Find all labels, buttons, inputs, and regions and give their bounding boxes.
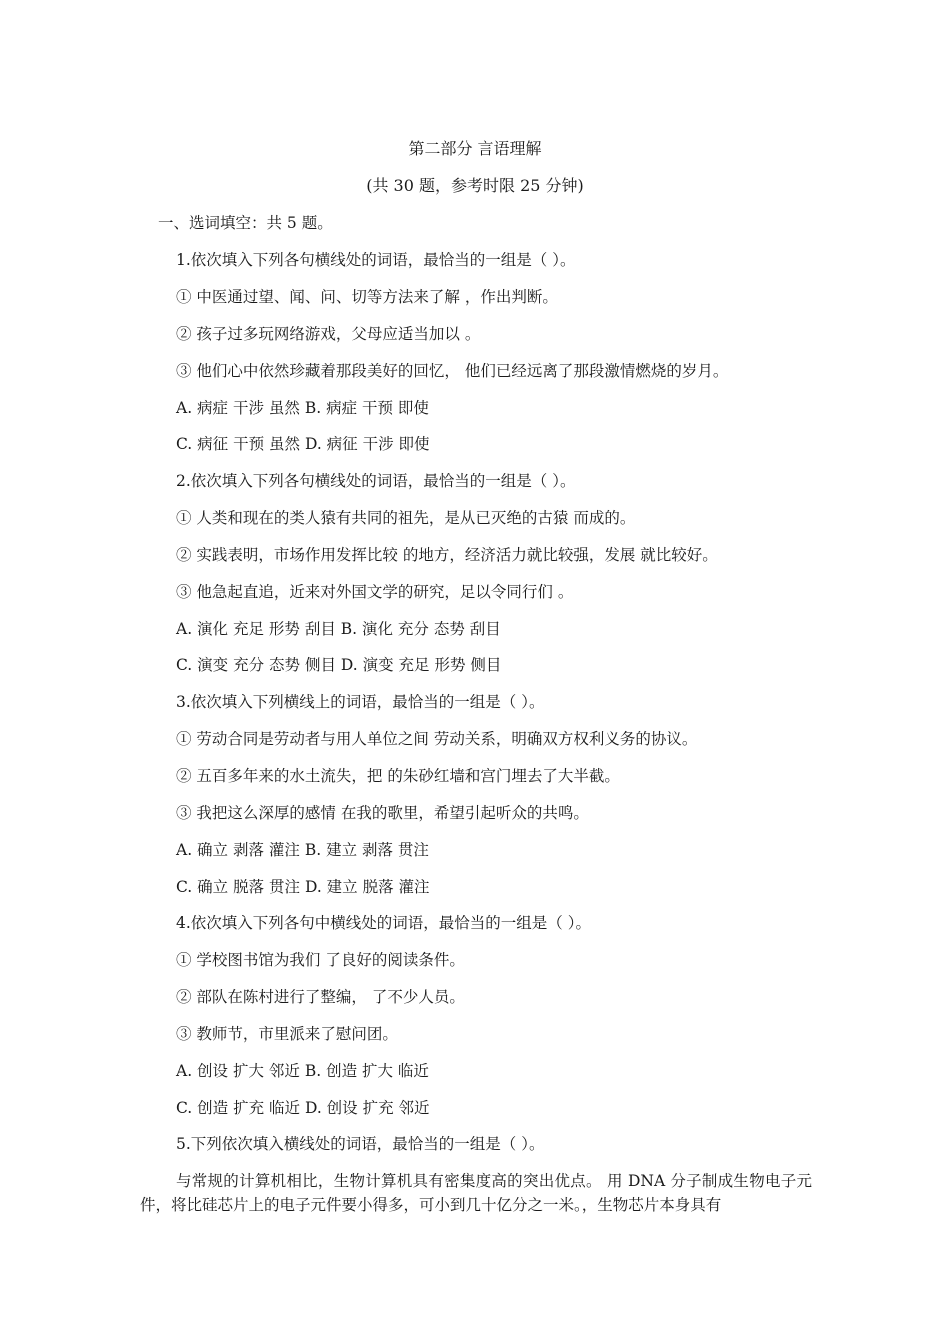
question-stem: 1.依次填入下列各句横线处的词语，最恰当的一组是（ ）。 xyxy=(176,251,576,269)
question-sentence: ② 部队在陈村进行了整编， 了不少人员。 xyxy=(176,988,465,1006)
answer-options: C. 确立 脱落 贯注 D. 建立 脱落 灌注 xyxy=(176,878,430,896)
question-stem: 3.依次填入下列横线上的词语，最恰当的一组是（ ）。 xyxy=(176,693,545,711)
question-sentence: ② 孩子过多玩网络游戏，父母应适当加以 。 xyxy=(176,325,481,343)
question-sentence: ① 中医通过望、闻、问、切等方法来了解 ，作出判断。 xyxy=(176,288,558,306)
question-stem: 2.依次填入下列各句横线处的词语，最恰当的一组是（ ）。 xyxy=(176,472,576,490)
question-stem: 5.下列依次填入横线处的词语，最恰当的一组是（ ）。 xyxy=(176,1135,545,1153)
answer-options: C. 演变 充分 态势 侧目 D. 演变 充足 形势 侧目 xyxy=(176,656,502,674)
answer-options: C. 病征 干预 虽然 D. 病征 干涉 即使 xyxy=(176,435,430,453)
question-sentence: ① 劳动合同是劳动者与用人单位之间 劳动关系，明确双方权利义务的协议。 xyxy=(176,730,698,748)
question-sentence: ② 实践表明，市场作用发挥比较 的地方，经济活力就比较强，发展 就比较好。 xyxy=(176,546,718,564)
answer-options: A. 病症 干涉 虽然 B. 病症 干预 即使 xyxy=(176,399,429,417)
passage-paragraph: 与常规的计算机相比，生物计算机具有密集度高的突出优点。 用 DNA 分子制成生物电子元件，将比硅芯片上的电子元件要小得多，可小到几十亿分之一米。，生物芯片本身具有 xyxy=(140,1172,812,1214)
question-sentence: ① 学校图书馆为我们 了良好的阅读条件。 xyxy=(176,951,465,969)
answer-options: A. 确立 剥落 灌注 B. 建立 剥落 贯注 xyxy=(176,841,429,859)
question-sentence: ① 人类和现在的类人猿有共同的祖先，是从已灭绝的古猿 而成的。 xyxy=(176,509,636,527)
question-sentence: ③ 他急起直追，近来对外国文学的研究，足以令同行们 。 xyxy=(176,583,574,601)
section-heading: 一、选词填空：共 5 题。 xyxy=(158,214,333,232)
question-sentence: ② 五百多年来的水土流失，把 的朱砂红墙和宫门埋去了大半截。 xyxy=(176,767,620,785)
answer-options: A. 创设 扩大 邻近 B. 创造 扩大 临近 xyxy=(176,1062,429,1080)
answer-options: A. 演化 充足 形势 刮目 B. 演化 充分 态势 刮目 xyxy=(176,620,501,638)
question-sentence: ③ 教师节，市里派来了慰问团。 xyxy=(176,1025,398,1043)
page-subtitle: (共 30 题，参考时限 25 分钟) xyxy=(366,176,584,195)
page-title: 第二部分 言语理解 xyxy=(408,139,542,158)
question-sentence: ③ 他们心中依然珍藏着那段美好的回忆， 他们已经远离了那段激情燃烧的岁月。 xyxy=(176,362,729,380)
question-stem: 4.依次填入下列各句中横线处的词语，最恰当的一组是（ ）。 xyxy=(176,914,591,932)
answer-options: C. 创造 扩充 临近 D. 创设 扩充 邻近 xyxy=(176,1099,430,1117)
question-sentence: ③ 我把这么深厚的感情 在我的歌里，希望引起听众的共鸣。 xyxy=(176,804,589,822)
